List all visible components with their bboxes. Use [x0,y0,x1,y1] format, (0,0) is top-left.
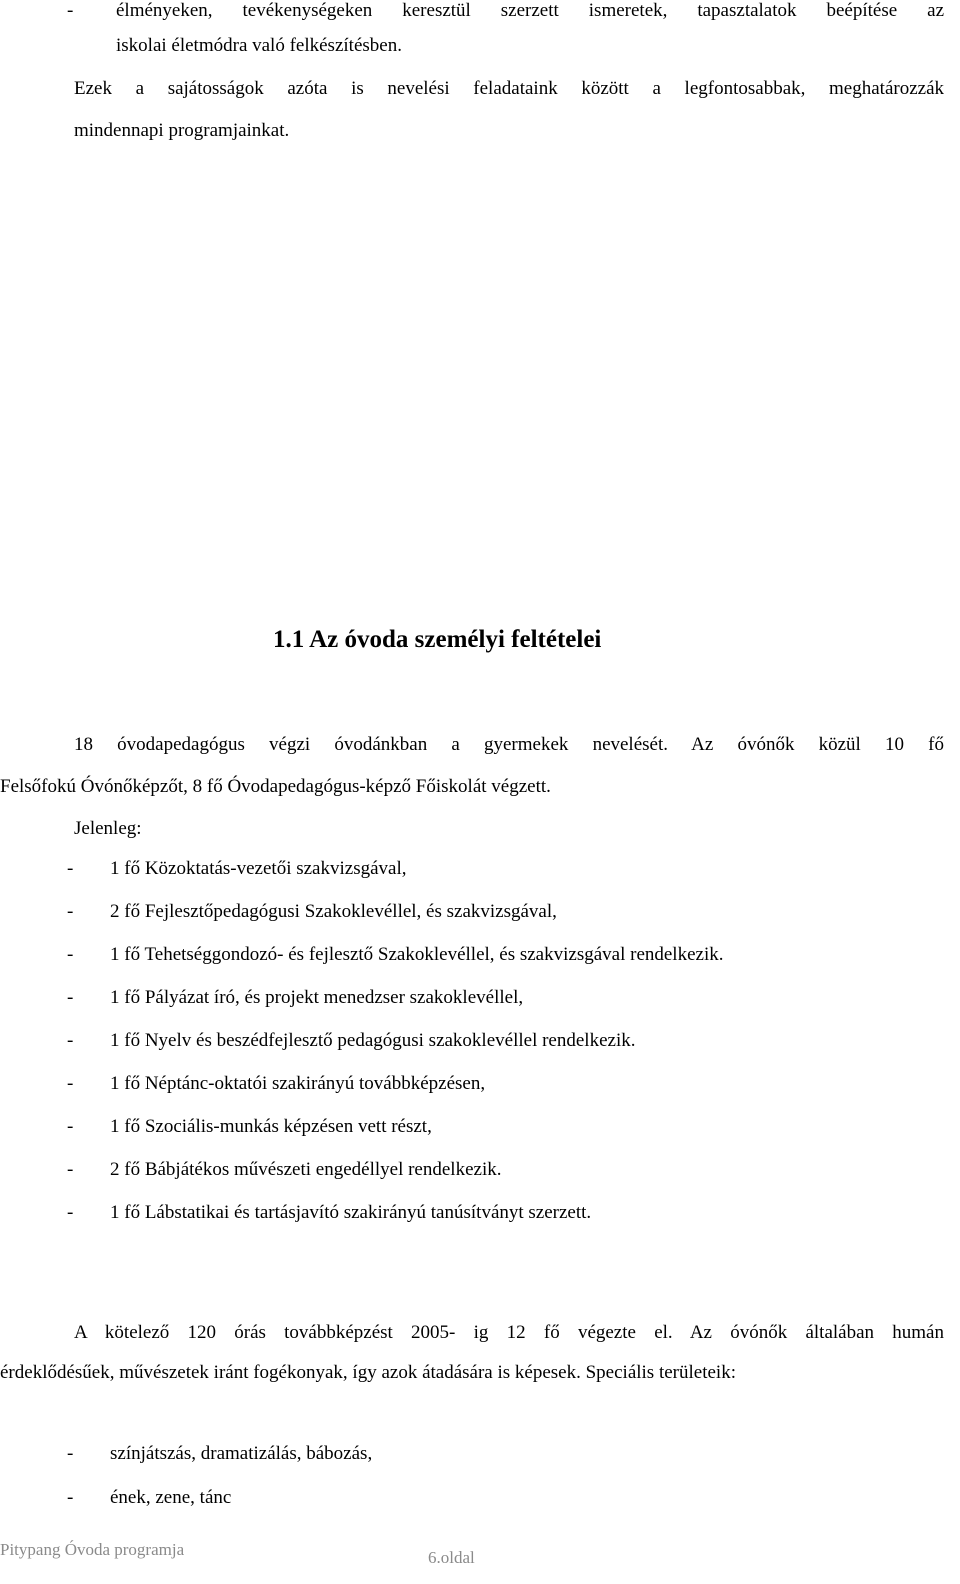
special-area-item: színjátszás, dramatizálás, bábozás, [110,1443,373,1464]
qualification-item: 1 fő Közoktatás-vezetői szakvizsgával, [110,858,407,879]
qualification-item: 1 fő Pályázat író, és projekt menedzser szakoklevéllel, [110,987,524,1008]
training-paragraph-line: A kötelező 120 órás továbbképzést 2005- ig 12 fő végezte el. Az óvónők általában humán [74,1322,944,1343]
section-heading: 1.1 Az óvoda személyi feltételei [273,626,602,653]
list-dash: - [67,1487,74,1508]
list-item-text-continued: iskolai életmódra való felkészítésben. [116,35,402,56]
special-area-item: ének, zene, tánc [110,1487,232,1508]
intro-paragraph-line: Ezek a sajátosságok azóta is nevelési feladataink között a legfontosabbak, meghatározzák [74,78,944,99]
staff-paragraph-line: Felsőfokú Óvónőképzőt, 8 fő Óvodapedagógus-képző Főiskolát végzett. [0,776,551,797]
list-dash: - [67,0,74,21]
list-item-text: élményeken, tevékenységeken keresztül szerzett ismeretek, tapasztalatok beépítése az [116,0,944,21]
qualification-item: 1 fő Néptánc-oktatói szakirányú továbbképzésen, [110,1073,486,1094]
list-dash: - [67,1030,74,1051]
footer-program-name: Pitypang Óvoda programja [0,1540,185,1559]
list-dash: - [67,901,74,922]
list-dash: - [67,944,74,965]
list-dash: - [67,1159,74,1180]
qualification-item: 1 fő Lábstatikai és tartásjavító szakirányú tanúsítványt szerzett. [110,1202,592,1223]
qualification-item: 1 fő Szociális-munkás képzésen vett részt, [110,1116,432,1137]
training-paragraph-line: érdeklődésűek, művészetek iránt fogékonyak, így azok átadására is képesek. Speciális területeik: [0,1362,736,1383]
list-dash: - [67,1443,74,1464]
qualification-item: 1 fő Tehetséggondozó- és fejlesztő Szakoklevéllel, és szakvizsgával rendelkezik. [110,944,724,965]
intro-paragraph-line: mindennapi programjainkat. [74,120,290,141]
qualification-item: 1 fő Nyelv és beszédfejlesztő pedagógusi szakoklevéllel rendelkezik. [110,1030,636,1051]
staff-paragraph-line: 18 óvodapedagógus végzi óvodánkban a gyermekek nevelését. Az óvónők közül 10 fő [74,734,944,755]
list-dash: - [67,858,74,879]
qualification-item: 2 fő Fejlesztőpedagógusi Szakoklevéllel, és szakvizsgával, [110,901,557,922]
qualification-item: 2 fő Bábjátékos művészeti engedéllyel rendelkezik. [110,1159,502,1180]
footer-page-number: 6.oldal [428,1548,475,1567]
list-dash: - [67,1073,74,1094]
list-dash: - [67,1116,74,1137]
currently-label: Jelenleg: [74,818,142,839]
list-dash: - [67,987,74,1008]
list-dash: - [67,1202,74,1223]
